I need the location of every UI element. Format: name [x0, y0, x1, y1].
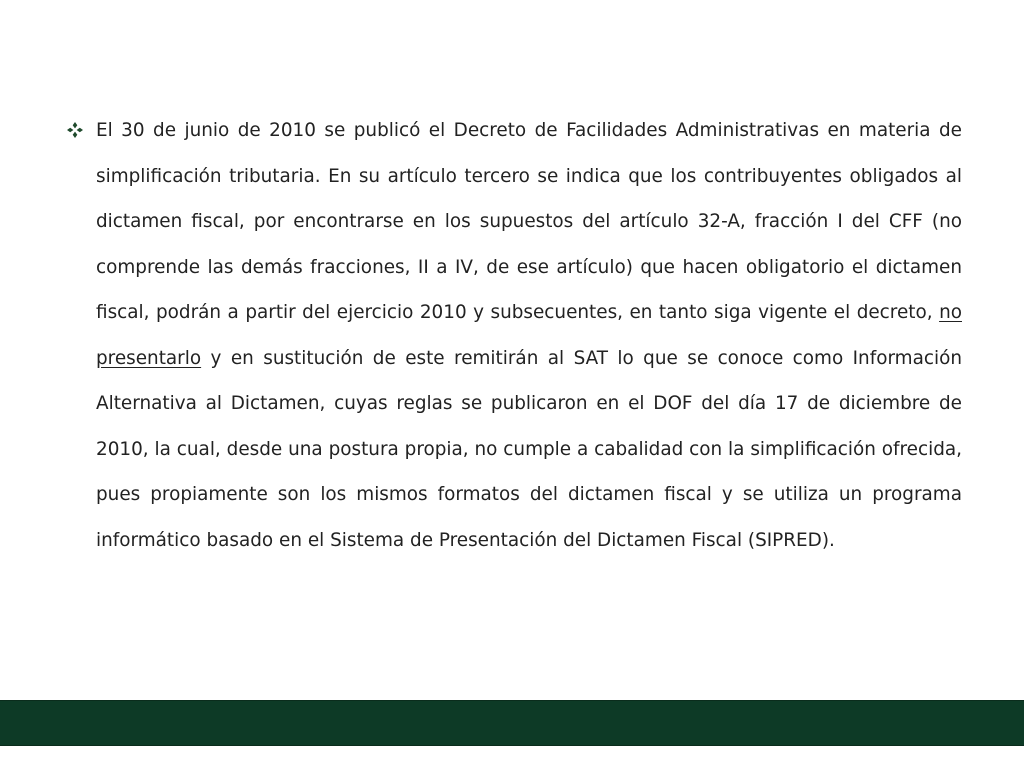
- footer-band: [0, 700, 1024, 746]
- bullet-item: [66, 108, 962, 563]
- bullet-paragraph: [96, 108, 962, 563]
- bullet-text-part-1: El 30 de junio de 2010 se publicó el Decreto de Facilidades Administrativas en materia de simplificación tributaria. En su artículo tercero se indica que los contribuyentes obligados al dictamen fiscal, por encontrarse en los supuestos del artículo 32-A, fracción I del CFF (no comprende las demás fracciones, II a IV, de ese artículo) que hacen obligatorio el dictamen fiscal, podrán a partir del ejercicio 2010 y subsecuentes, en tanto siga vigente el decreto,: [96, 120, 962, 323]
- slide-content: [66, 108, 962, 563]
- bullet-text-part-2: y en sustitución de este remitirán al SAT lo que se conoce como Información Alternativa al Dictamen, cuyas reglas se publicaron en el DOF del día 17 de diciembre de 2010, la cual, desde una postura propia, no cumple a cabalidad con la simplificación ofrecida, pues propiamente son los mismos formatos del dictamen fiscal y se utiliza un programa informático basado en el Sistema de Presentación del Dictamen Fiscal (SIPRED).: [96, 347, 962, 551]
- underlined-phrase: no presentarlo: [96, 302, 962, 369]
- diamond-bullet-icon: [66, 121, 84, 139]
